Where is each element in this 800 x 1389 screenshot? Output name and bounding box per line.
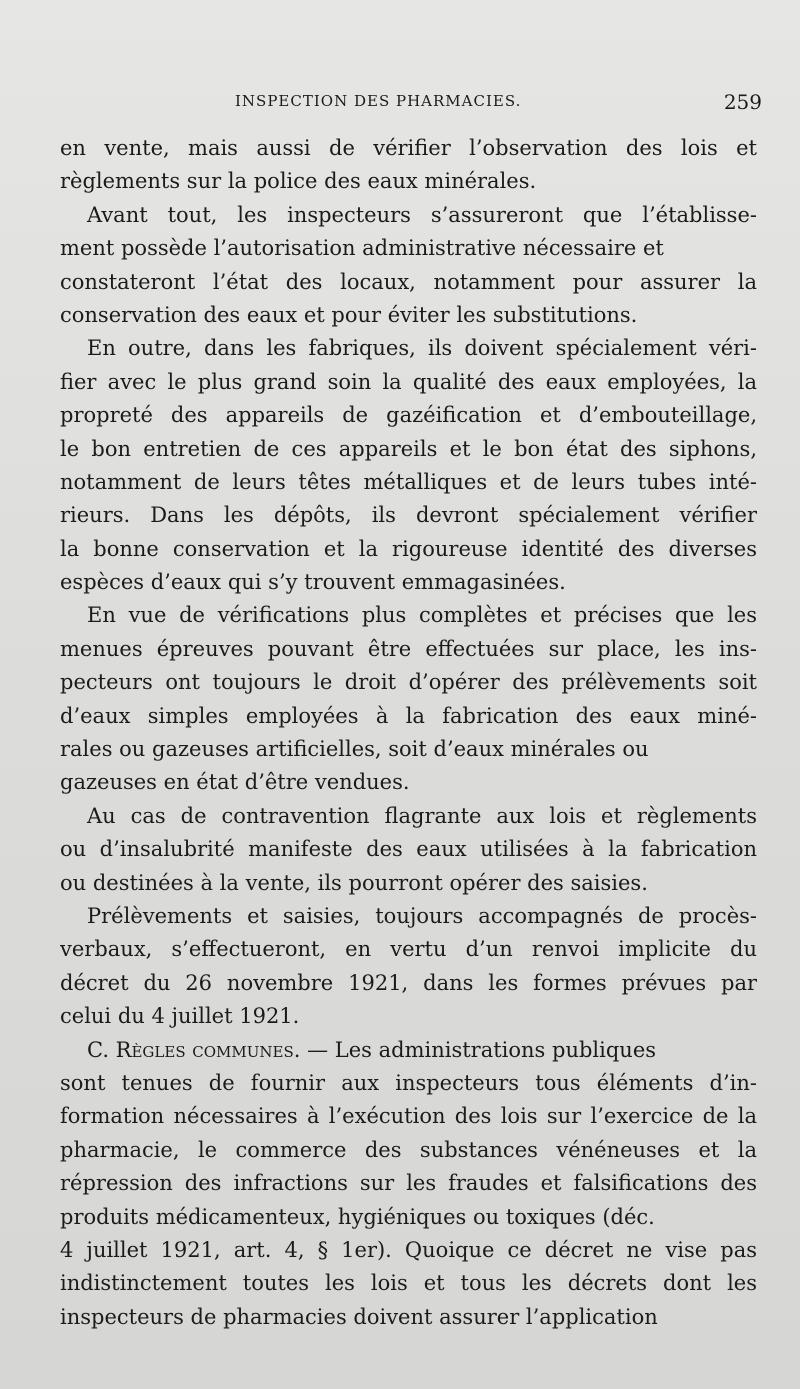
text-line-text: celui du 4 juillet 1921. [60,1004,300,1029]
text-line [60,199,757,232]
text-line-content [60,937,757,961]
text-line-content [60,871,648,895]
text-line-content [60,236,664,260]
text-line [60,599,757,632]
text-line-text: pecteurs ont toujours le droit d’opérer des prélèvements soit [60,670,757,695]
text-line-content [60,704,757,728]
text-line-content [87,1038,656,1062]
text-line-text: décret du 26 novembre 1921, dans les formes prévues par [60,970,757,995]
text-line [60,967,757,1000]
text-line [60,566,757,599]
text-line-text: le bon entretien de ces appareils et le bon état des siphons, [60,436,757,461]
text-line-content [60,570,566,594]
text-line [60,800,757,833]
text-line-text: ou destinées à la vente, ils pourront opérer des saisies. [60,870,648,895]
text-line-text: 4 juillet 1921, art. 4, § 1er). Quoique ce décret ne vise pas [60,1237,757,1262]
text-line-text: ment possède l’autorisation administrative nécessaire et [60,236,664,261]
text-line [60,867,757,900]
text-line-text: gazeuses en état d’être vendues. [60,770,410,795]
text-line-text: En outre, dans les fabriques, ils doivent spécialement véri- [87,336,757,361]
text-line-content [60,470,757,494]
text-line-text: sont tenues de fournir aux inspecteurs tous éléments d’in- [60,1070,757,1095]
text-line [60,132,757,165]
text-line-content [60,169,536,193]
text-line-text: En vue de vérifications plus complètes et précises que les [87,603,757,628]
text-line-content [87,904,757,928]
text-line [60,1100,757,1133]
text-line [60,766,757,799]
text-line-text: ou d’insalubrité manifeste des eaux utilisées à la fabrication [60,837,757,862]
text-line-text: — Les administrations publiques [307,1037,657,1062]
running-title: INSPECTION DES PHARMACIES. [235,92,522,110]
text-line-text: produits médicamenteux, hygiéniques ou toxiques (déc. [60,1204,655,1229]
text-line [60,1301,757,1334]
text-line [60,499,757,532]
text-line-text: Au cas de contravention flagrante aux lois et règlements [87,803,757,828]
text-line-content [60,303,637,327]
text-line [60,366,757,399]
text-line-content [60,503,757,527]
text-line-content [87,603,757,627]
text-line-text: indistinctement toutes les lois et tous les décrets dont les [60,1271,757,1296]
text-line-content [60,637,757,661]
text-line [60,466,757,499]
text-line [60,399,757,432]
text-line-text: constateront l’état des locaux, notamment pour assurer la [60,269,757,294]
text-line-content [60,1205,655,1229]
text-line [60,1201,757,1234]
text-line [60,165,757,198]
text-line [60,299,757,332]
text-line-content [60,770,410,794]
text-line-content [60,270,757,294]
text-line-text: règlements sur la police des eaux minérales. [60,169,537,194]
text-line [60,833,757,866]
text-line-text: la bonne conservation et la rigoureuse identité des diverses [60,536,757,561]
text-line-content [87,203,757,227]
text-line-content [60,403,757,427]
text-line-content [60,1104,757,1128]
text-line-content [60,136,757,160]
body-text [60,132,757,1334]
text-line-content [60,737,649,761]
text-line-content [60,1004,299,1028]
text-line-content [60,370,757,394]
text-line-content [60,1171,757,1195]
page-header [60,92,762,122]
text-line [60,666,757,699]
text-line-content [60,837,757,861]
text-line-content [87,336,757,360]
text-line-text: répression des infractions sur les fraudes et falsifications des [60,1171,757,1196]
text-line [60,700,757,733]
text-line-content [60,1138,757,1162]
text-line [60,633,757,666]
text-line-content [87,804,757,828]
text-line-text: menues épreuves pouvant être effectuées sur place, les ins- [60,636,757,661]
text-line [60,733,757,766]
text-line-text: conservation des eaux et pour éviter les substitutions. [60,302,638,327]
text-line [60,266,757,299]
section-heading: C. Règles communes. [87,1037,301,1062]
text-line-text: d’eaux simples employées à la fabrication des eaux miné- [60,703,757,728]
text-line-text: en vente, mais aussi de vérifier l’observation des lois et [60,136,757,160]
text-line-content [60,670,757,694]
text-line [60,1167,757,1200]
text-line [60,933,757,966]
text-line-content [60,1238,757,1262]
text-line-content [60,537,757,561]
text-line-content [60,1071,757,1095]
text-line [60,1234,757,1267]
text-line-text: Avant tout, les inspecteurs s’assureront que l’établisse- [87,202,757,227]
text-line-text: verbaux, s’effectueront, en vertu d’un renvoi implicite du [60,937,757,962]
text-line-text: propreté des appareils de gazéification et d’embouteillage, [60,403,757,428]
text-line [60,1267,757,1300]
text-line [60,332,757,365]
text-line-content [60,1305,658,1329]
text-line [60,900,757,933]
text-line-text: pharmacie, le commerce des substances vénéneuses et la [60,1137,757,1162]
text-line [60,1134,757,1167]
text-line-text: Prélèvements et saisies, toujours accompagnés de procès- [87,903,757,928]
text-line-text: rales ou gazeuses artificielles, soit d’eaux minérales ou [60,737,649,762]
text-line-text: inspecteurs de pharmacies doivent assurer l’application [60,1304,658,1329]
text-line [60,433,757,466]
text-line [60,1034,757,1067]
text-line-text: rieurs. Dans les dépôts, ils devront spécialement vérifier [60,503,757,528]
text-line [60,533,757,566]
text-line [60,1000,757,1033]
text-line-text: espèces d’eaux qui s’y trouvent emmagasinées. [60,570,566,595]
text-line-content [60,1271,757,1295]
text-line-text: formation nécessaires à l’exécution des lois sur l’exercice de la [60,1104,757,1129]
page-number: 259 [723,90,762,114]
text-line-content [60,971,757,995]
text-line-content [60,437,757,461]
text-line-text: notamment de leurs têtes métalliques et de leurs tubes inté- [60,469,757,494]
text-line [60,1067,757,1100]
text-line-text: fier avec le plus grand soin la qualité des eaux employées, la [60,369,757,394]
text-line [60,232,757,265]
